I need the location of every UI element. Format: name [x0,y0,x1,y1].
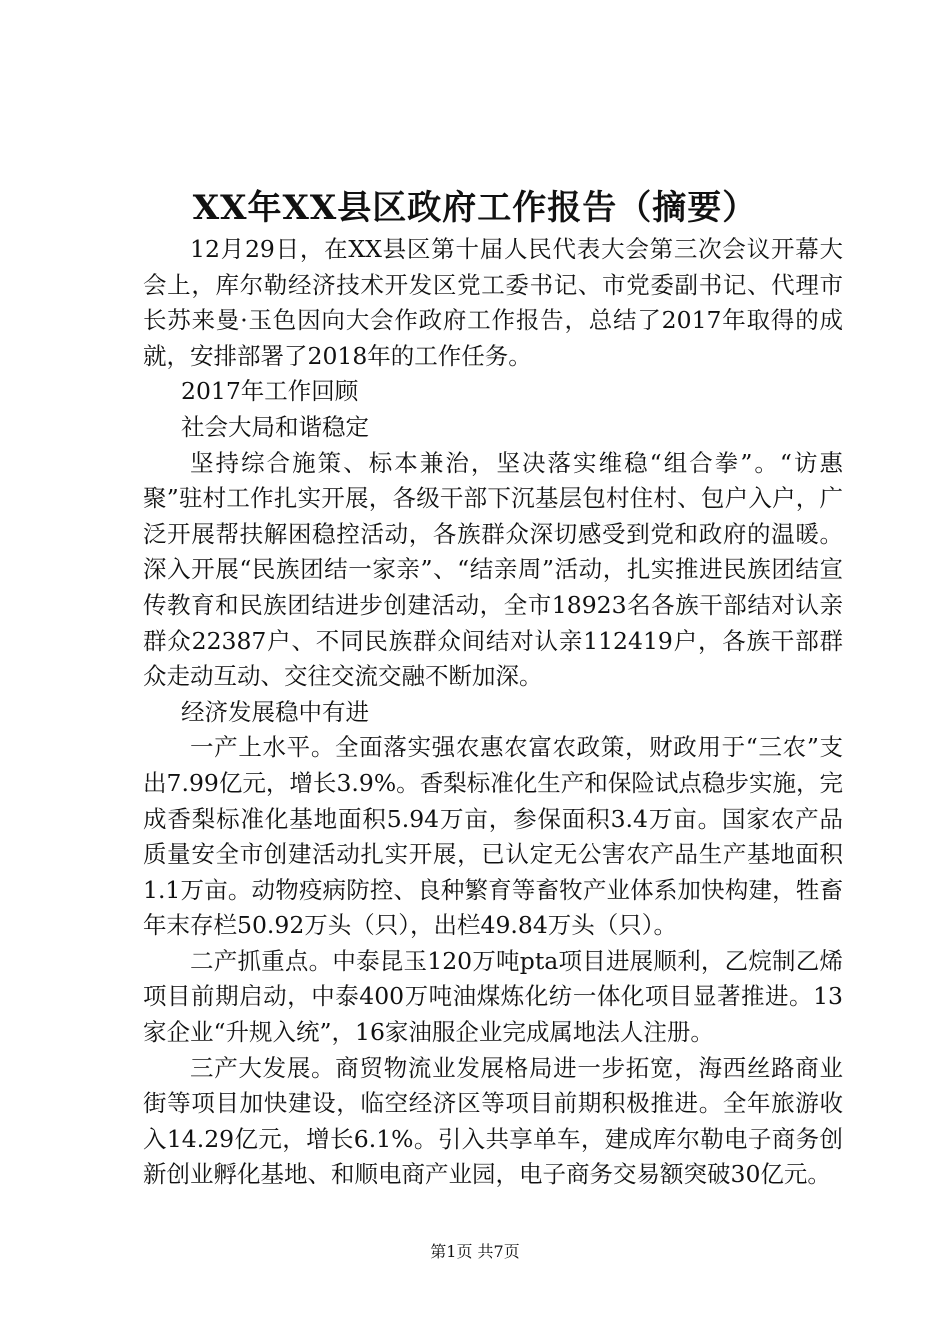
tertiary-industry-paragraph: 三产大发展。商贸物流业发展格局进一步拓宽，海西丝路商业街等项目加快建设，临空经济区等项目前期积极推进。全年旅游收入14.29亿元，增长6.1%。引入共享单车，建成库尔勒电子商务创新创业孵化基地、和顺电商产业园，电子商务交易额突破30亿元。 [143,1053,843,1189]
document-body [143,232,843,1193]
document-title: XX年XX县区政府工作报告（摘要） [192,188,758,228]
social-stability-paragraph: 坚持综合施策、标本兼治，坚决落实维稳“组合拳”。“访惠聚”驻村工作扎实开展，各级干部下沉基层包村住村、包户入户，广泛开展帮扶解困稳控活动，各族群众深切感受到党和政府的温暖。深入开展“民族团结一家亲”、“结亲周”活动，扎实推进民族团结宣传教育和民族团结进步创建活动，全市18923名各族干部结对认亲群众22387户、不同民族群众间结对认亲112419户，各族干部群众走动互动、交往交流交融不断加深。 [143,448,843,691]
secondary-industry-paragraph: 二产抓重点。中泰昆玉120万吨pta项目进展顺利，乙烷制乙烯项目前期启动，中泰400万吨油煤炼化纺一体化项目显著推进。13家企业“升规入统”，16家油服企业完成属地法人注册。 [143,946,843,1047]
primary-industry-paragraph: 一产上水平。全面落实强农惠农富农政策，财政用于“三农”支出7.99亿元，增长3.9%。香梨标准化生产和保险试点稳步实施，完成香梨标准化基地面积5.94万亩，参保面积3.4万亩。国家农产品质量安全市创建活动扎实开展，已认定无公害农产品生产基地面积1.1万亩。动物疫病防控、良种繁育等畜牧产业体系加快构建，牲畜年末存栏50.92万头（只），出栏49.84万头（只）。 [143,733,843,940]
subsection-heading-economy: 经济发展稳中有进 [181,697,369,726]
page-footer: 第1页 共7页 [430,1242,520,1261]
subsection-heading-social: 社会大局和谐稳定 [181,412,369,441]
intro-paragraph: 12月29日，在XX县区第十届人民代表大会第三次会议开幕大会上，库尔勒经济技术开发区党工委书记、市党委副书记、代理市长苏来曼·玉色因向大会作政府工作报告，总结了2017年取得的成就，安排部署了2018年的工作任务。 [143,235,843,370]
section-heading-review: 2017年工作回顾 [181,377,359,406]
